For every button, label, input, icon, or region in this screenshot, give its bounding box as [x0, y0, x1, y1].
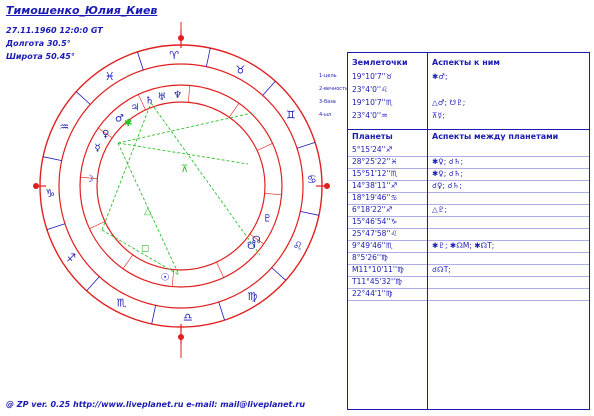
svg-text:△: △: [144, 206, 152, 217]
earth-point-label: 4-ыл: [319, 112, 332, 118]
planet-value: 22°44'1''♍: [352, 289, 393, 298]
planet-value: 9°49'46''♏: [352, 241, 393, 250]
zodiac-divider: [152, 305, 156, 324]
zodiac-divider: [206, 48, 210, 67]
data-panel: [347, 52, 590, 410]
latitude-label: Широта 50.45°: [6, 52, 75, 61]
svg-text:✱: ✱: [124, 118, 133, 129]
outer-ring: [40, 45, 322, 327]
zodiac-sign-glyph: ♑: [45, 186, 56, 200]
zodiac-sign-glyph: ♉: [235, 63, 246, 77]
house-divider: [229, 103, 239, 117]
zodiac-divider: [219, 302, 225, 320]
zodiac-sign-glyph: ♓: [104, 70, 115, 84]
zodiac-sign-glyph: ♎: [182, 310, 193, 324]
planet-aspects-header: Аспекты между планетами: [432, 132, 559, 141]
planet-aspects: ☌♀; ☌♄;: [432, 181, 462, 190]
earth-point-value: 23°4'0''♒: [352, 111, 388, 120]
zodiac-sign-glyph: ♐: [66, 251, 77, 265]
planet-glyph: ☊: [251, 234, 261, 246]
earth-point-value: 23°4'0''♌: [352, 85, 388, 94]
earth-point-label: 3-база: [319, 99, 336, 105]
zodiac-sign-glyph: ♌: [292, 239, 303, 253]
house-ring: [80, 85, 282, 287]
zodiac-divider: [297, 142, 315, 148]
planet-glyph: ☋: [247, 241, 256, 253]
planet-glyph: ♃: [130, 102, 140, 114]
ic-dot: [178, 334, 184, 340]
earth-point-aspects: △♂; ☋♇;: [432, 98, 466, 107]
asc-dot: [33, 183, 39, 189]
earth-point-label: 1-цель: [319, 73, 337, 79]
house-divider: [123, 255, 133, 269]
planet-glyph: ♆: [173, 90, 183, 102]
zodiac-sign-glyph: ♊: [285, 108, 296, 122]
earth-aspects-header: Аспекты к ним: [432, 58, 500, 67]
planet-value: 15°51'12''♏: [352, 169, 398, 178]
zodiac-sign-glyph: ♒: [59, 120, 70, 134]
planet-glyph: ☽: [84, 173, 94, 185]
house-divider: [216, 262, 223, 277]
planet-value: M11°10'11''♍: [352, 265, 404, 274]
zodiac-divider: [137, 52, 143, 70]
zodiac-divider: [300, 211, 319, 215]
planet-glyph: ♀: [101, 129, 110, 141]
planet-aspects: ✱♀; ☌♄;: [432, 157, 463, 166]
zodiac-sign-glyph: ♏: [116, 296, 127, 310]
planets-header: Планеты: [352, 132, 393, 141]
datetime-label: 27.11.1960 12:0:0 GT: [6, 26, 103, 35]
planet-value: 18°19'46''♋: [352, 193, 398, 202]
house-divider: [257, 143, 272, 150]
footer-info: @ ZP ver. 0.25 http://www.liveplanet.ru e-mail: mail@liveplanet.ru: [6, 400, 306, 409]
planet-value: 25°47'58''♌: [352, 229, 398, 238]
planet-glyph: ♂: [114, 113, 124, 125]
zodiac-divider: [76, 92, 90, 105]
house-divider: [265, 193, 282, 194]
planet-aspects: ✱♀; ☌♄;: [432, 169, 463, 178]
planet-value: 14°38'11''♐: [352, 181, 398, 190]
planet-value: 6°18'22''♐: [352, 205, 393, 214]
planet-value: 8°5'26''♍: [352, 253, 388, 262]
earth-point-aspects: ⊼☿;: [432, 111, 445, 120]
planet-aspects: ✱♇; ✱☊M; ✱☊T;: [432, 241, 495, 250]
planet-glyph: ♇: [262, 213, 272, 225]
planet-glyph: ☿: [94, 143, 101, 155]
planet-glyph: ♅: [157, 92, 167, 104]
planet-glyph: ♄: [145, 95, 155, 107]
column-divider: [427, 53, 428, 409]
planet-aspects: ☌☊T;: [432, 265, 451, 274]
earth-points-header: Землеточки: [352, 58, 408, 67]
zodiac-sign-glyph: ♋: [306, 173, 317, 187]
zodiac-divider: [87, 277, 100, 291]
planet-value: 5°15'24''♐: [352, 145, 393, 154]
svg-text:⊼: ⊼: [181, 164, 189, 175]
zodiac-divider: [272, 268, 286, 281]
planet-glyph: ☉: [160, 272, 170, 284]
zodiac-sign-glyph: ♍: [247, 289, 258, 303]
inner-ring: [94, 102, 265, 270]
zodiac-divider: [263, 81, 276, 95]
row-divider: [348, 300, 589, 301]
house-divider: [188, 85, 189, 102]
svg-text:◻: ◻: [141, 243, 150, 254]
aspect-glyphs: [124, 118, 188, 254]
dsc-dot: [324, 183, 330, 189]
planet-value: 28°25'22''♓: [352, 157, 398, 166]
zodiac-divider: [47, 224, 65, 230]
earth-point-value: 19°10'7''♉: [352, 72, 393, 81]
chart-title: Тимошенко_Юлия_Киев: [6, 4, 158, 17]
earth-point-aspects: ✱♂;: [432, 72, 448, 81]
section-divider: [348, 129, 589, 130]
zodiac-divider: [43, 157, 62, 161]
earth-point-value: 19°10'7''♏: [352, 98, 393, 107]
zodiac-sign-glyph: ♈: [169, 49, 180, 63]
house-divider: [172, 270, 173, 287]
longitude-label: Долгота 30.5°: [6, 39, 71, 48]
mc-dot: [178, 35, 184, 41]
earth-point-label: 2-вечность: [319, 86, 348, 92]
planet-aspects: △♇;: [432, 205, 448, 214]
planet-value: 15°46'54''♑: [352, 217, 398, 226]
aspect-line-2: [118, 143, 248, 164]
planet-value: T11°45'32''♍: [352, 277, 402, 286]
